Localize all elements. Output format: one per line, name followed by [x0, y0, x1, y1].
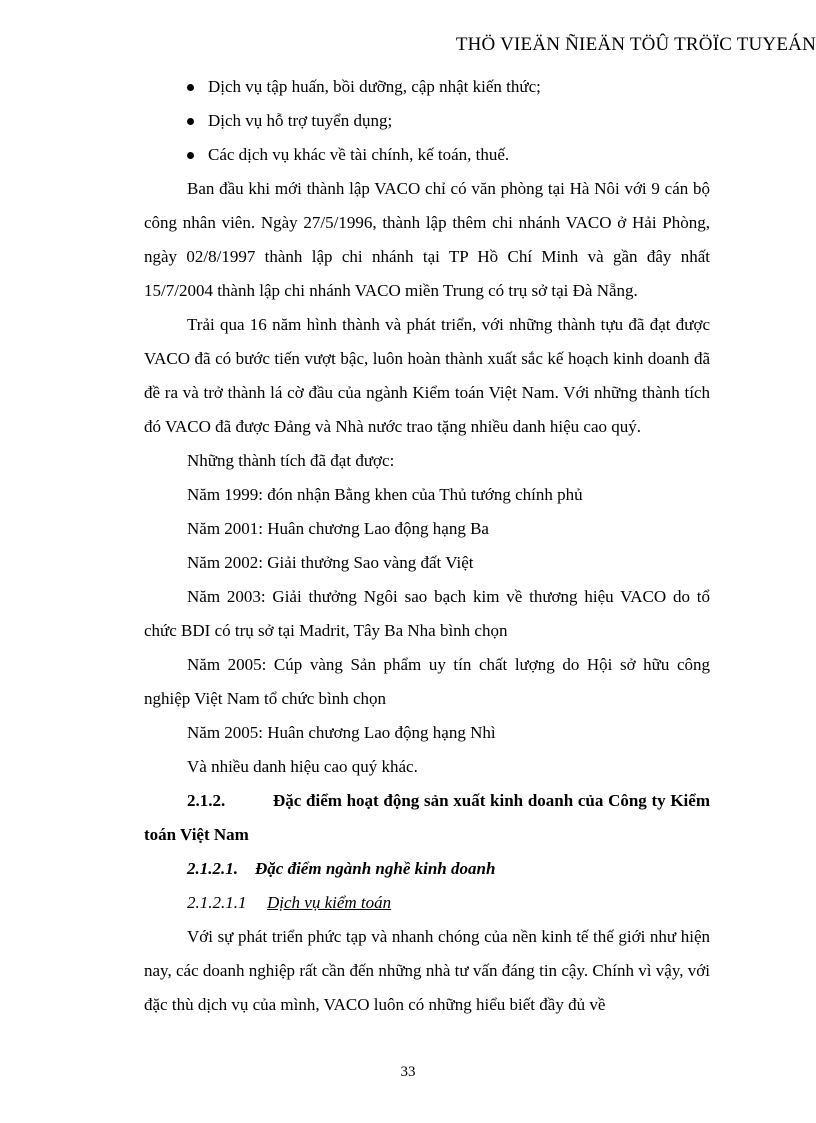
section-number: 2.1.2. — [187, 791, 226, 810]
list-item — [144, 138, 710, 172]
bullet-icon — [187, 84, 194, 91]
paragraph-development: Trải qua 16 năm hình thành và phát triển, với những thành tựu đã đạt được VACO đã có bước tiến vượt bậc, luôn hoàn thành xuất sắc kế hoạch kinh doanh đã đề ra và trở thành lá cờ đầu của ngành Kiểm toán Việt Nam. Với những thành tích đó VACO đã được Đảng và Nhà nước trao tặng nhiều danh hiệu cao quý. — [144, 315, 710, 436]
section-heading — [144, 784, 710, 852]
list-item — [144, 70, 710, 104]
subsubsection-number: 2.1.2.1.1 — [187, 893, 247, 912]
bullet-icon — [187, 152, 194, 159]
bullet-text: Các dịch vụ khác về tài chính, kế toán, thuế. — [208, 145, 510, 164]
subsection-number: 2.1.2.1. — [187, 859, 238, 878]
subsection-heading — [144, 852, 710, 886]
achievement-item: Năm 2001: Huân chương Lao động hạng Ba — [187, 519, 489, 538]
achievement-item: Năm 1999: đón nhận Bằng khen của Thủ tướng chính phủ — [187, 485, 583, 504]
paragraph-audit-service: Với sự phát triển phức tạp và nhanh chóng của nền kinh tế thế giới như hiện nay, các doanh nghiệp rất cần đến những nhà tư vấn đáng tin cậy. Chính vì vậy, với đặc thù dịch vụ của mình, VACO luôn có những hiểu biết đầy đủ về — [144, 927, 710, 1014]
closing-line: Và nhiều danh hiệu cao quý khác. — [187, 757, 418, 776]
subsubsection-title: Dịch vụ kiểm toán — [267, 893, 392, 912]
achievements-intro: Những thành tích đã đạt được: — [187, 451, 395, 470]
page-body — [144, 70, 710, 1022]
section-title: Đặc điểm hoạt động sản xuất kinh doanh của Công ty Kiểm toán Việt Nam — [144, 791, 710, 844]
bullet-text: Dịch vụ hỗ trợ tuyển dụng; — [208, 111, 393, 130]
subsubsection-heading — [144, 886, 710, 920]
bullet-icon — [187, 118, 194, 125]
bullet-text: Dịch vụ tập huấn, bồi dưỡng, cập nhật kiến thức; — [208, 77, 541, 96]
header-watermark: THÖ VIEÄN ÑIEÄN TÖÛ TRÖÏC TUYEÁN — [455, 34, 816, 55]
paragraph-history: Ban đầu khi mới thành lập VACO chỉ có văn phòng tại Hà Nôi với 9 cán bộ công nhân viên. Ngày 27/5/1996, thành lập thêm chi nhánh VACO ở Hải Phòng, ngày 02/8/1997 thành lập chi nhánh tại TP Hồ Chí Minh và gần đây nhất 15/7/2004 thành lập chi nhánh VACO miền Trung có trụ sở tại Đà Nẵng. — [144, 179, 710, 300]
achievement-item: Năm 2003: Giải thưởng Ngôi sao bạch kim về thương hiệu VACO do tổ chức BDI có trụ sở tại Madrit, Tây Ba Nha bình chọn — [144, 587, 710, 640]
achievement-item: Năm 2002: Giải thưởng Sao vàng đất Việt — [187, 553, 474, 572]
achievement-item: Năm 2005: Cúp vàng Sản phẩm uy tín chất lượng do Hội sở hữu công nghiệp Việt Nam tổ chức bình chọn — [144, 655, 710, 708]
achievement-item: Năm 2005: Huân chương Lao động hạng Nhì — [187, 723, 496, 742]
list-item — [144, 104, 710, 138]
page-number: 33 — [400, 1064, 416, 1080]
service-bullet-list — [144, 70, 710, 172]
subsection-title: Đặc điểm ngành nghề kinh doanh — [255, 859, 496, 878]
